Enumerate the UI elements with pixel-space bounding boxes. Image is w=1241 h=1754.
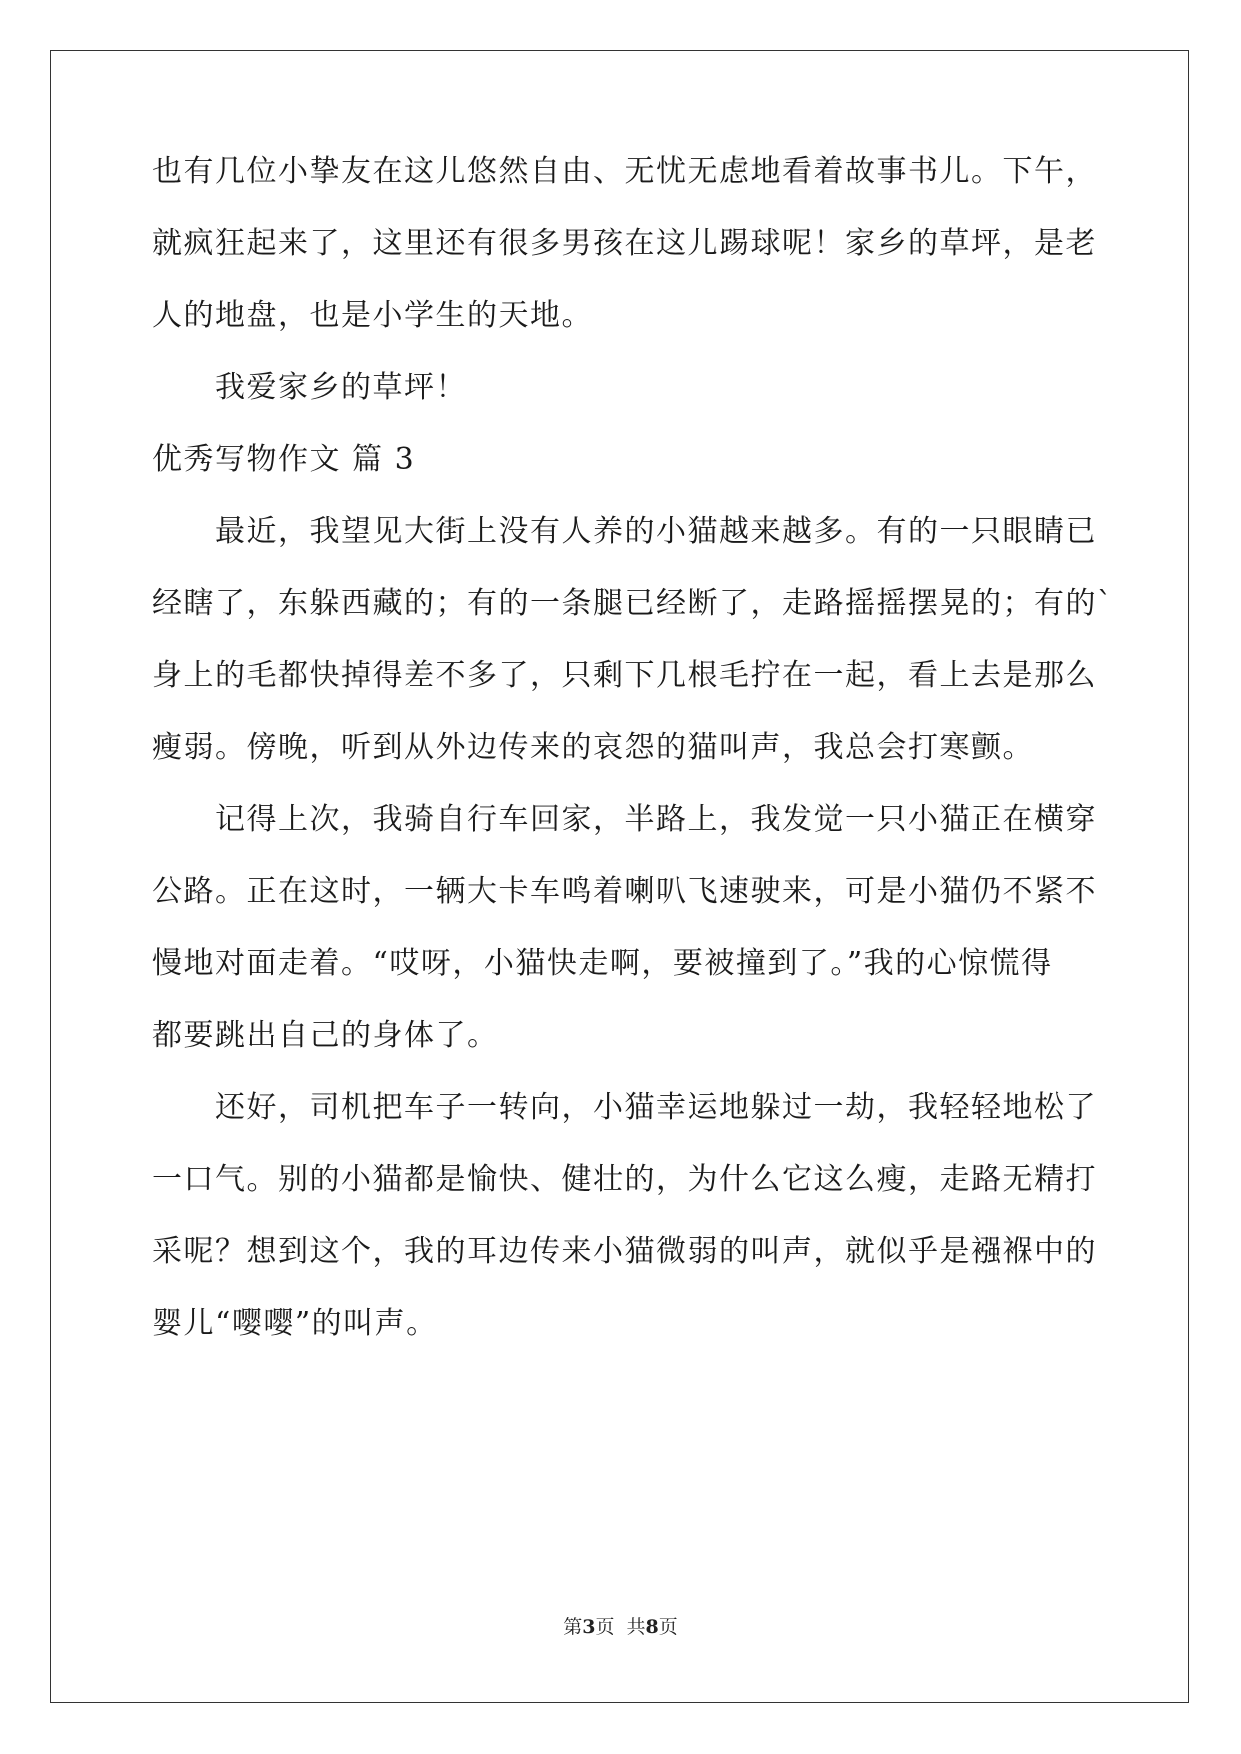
page-prefix: 第 — [563, 1616, 583, 1638]
text-line: 瘦弱。傍晚，听到从外边传来的哀怨的猫叫声，我总会打寒颤。 — [152, 730, 1034, 765]
text-line: 记得上次，我骑自行车回家，半路上，我发觉一只小猫正在横穿 — [215, 802, 1097, 837]
text-line: 经瞎了，东躲西藏的；有的一条腿已经断了，走路摇摇摆晃的；有的` — [152, 586, 1114, 621]
total-page-number: 8 — [645, 1616, 659, 1638]
current-page-number: 3 — [582, 1616, 596, 1638]
text-line: 也有几位小挚友在这儿悠然自由、无忧无虑地看着故事书儿。下午， — [152, 154, 1097, 189]
text-line: 最近，我望见大街上没有人养的小猫越来越多。有的一只眼睛已 — [215, 514, 1097, 549]
page-mid: 页 共 — [595, 1616, 646, 1638]
text-line: 采呢？想到这个，我的耳边传来小猫微弱的叫声，就似乎是襁褓中的 — [152, 1234, 1097, 1269]
text-line: 都要跳出自己的身体了。 — [152, 1018, 499, 1053]
text-line: 婴儿“嘤嘤”的叫声。 — [152, 1306, 438, 1341]
text-line: 就疯狂起来了，这里还有很多男孩在这儿踢球呢！家乡的草坪，是老 — [152, 226, 1097, 261]
text-line: 我爱家乡的草坪！ — [215, 370, 467, 405]
text-line: 还好，司机把车子一转向，小猫幸运地躲过一劫，我轻轻地松了 — [215, 1090, 1097, 1125]
page-suffix: 页 — [658, 1616, 678, 1638]
page-footer — [0, 1615, 1241, 1639]
text-line: 人的地盘，也是小学生的天地。 — [152, 298, 593, 333]
text-line: 慢地对面走着。“哎呀，小猫快走啊，要被撞到了。”我的心惊慌得 — [152, 946, 1053, 981]
text-line: 身上的毛都快掉得差不多了，只剩下几根毛拧在一起，看上去是那么 — [152, 658, 1097, 693]
text-line: 公路。正在这时，一辆大卡车鸣着喇叭飞速驶来，可是小猫仍不紧不 — [152, 874, 1097, 909]
text-line: 一口气。别的小猫都是愉快、健壮的，为什么它这么瘦，走路无精打 — [152, 1162, 1097, 1197]
section-heading: 优秀写物作文 篇 3 — [152, 442, 416, 477]
